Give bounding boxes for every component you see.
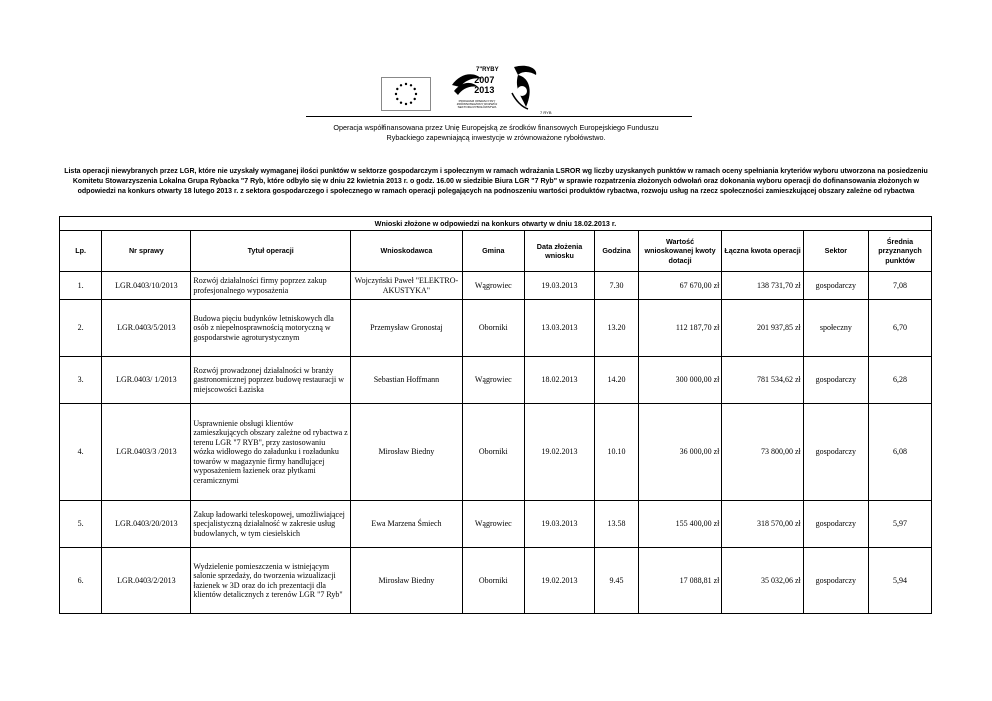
cell-godzina: 13.58 xyxy=(595,501,638,548)
cell-lp: 4. xyxy=(60,404,102,501)
cell-tytul: Budowa pięciu budynków letniskowych dla osób z niepełnosprawnością motoryczną w gospodarstwie agroturystycznym xyxy=(191,300,351,357)
cell-nr: LGR.0403/20/2013 xyxy=(102,501,191,548)
cell-srednia: 6,08 xyxy=(868,404,931,501)
cell-wnioskodawca: Wojczyński Paweł "ELEKTRO-AKUSTYKA" xyxy=(351,272,463,300)
cell-tytul: Zakup ładowarki teleskopowej, umożliwiającej specjalistyczną działalność w zakresie usług budowlanych, w tym ciesielskich xyxy=(191,501,351,548)
table-row xyxy=(60,272,932,300)
col-header-tytul: Tytuł operacji xyxy=(191,231,351,272)
lgr-logo-caption: 7 RYB xyxy=(540,110,552,115)
cell-dotacja: 17 088,81 zł xyxy=(638,548,722,614)
cell-sektor: społeczny xyxy=(803,300,868,357)
cell-lp: 5. xyxy=(60,501,102,548)
eu-stars-icon xyxy=(382,78,430,110)
table-caption: Wnioski złożone w odpowiedzi na konkurs otwarty w dniu 18.02.2013 r. xyxy=(60,217,932,231)
col-header-nr-sprawy: Nr sprawy xyxy=(102,231,191,272)
cell-gmina: Oborniki xyxy=(462,300,524,357)
cell-gmina: Oborniki xyxy=(462,548,524,614)
cell-tytul: Rozwój prowadzonej działalności w branży gastronomicznej poprzez budowę restauracji w miejscowości Łaziska xyxy=(191,357,351,404)
cell-nr: LGR.0403/10/2013 xyxy=(102,272,191,300)
cofinancing-line-2: Rybackiego zapewniającą inwestycje w zrównoważone rybołówstwo. xyxy=(386,133,606,142)
cell-sektor: gospodarczy xyxy=(803,501,868,548)
col-header-data: Data złożenia wniosku xyxy=(524,231,595,272)
header-divider xyxy=(306,116,692,117)
cell-dotacja: 112 187,70 zł xyxy=(638,300,722,357)
col-header-godzina: Godzina xyxy=(595,231,638,272)
cell-wnioskodawca: Ewa Marzena Śmiech xyxy=(351,501,463,548)
table-row xyxy=(60,404,932,501)
cell-data: 19.02.2013 xyxy=(524,404,595,501)
cell-srednia: 6,70 xyxy=(868,300,931,357)
cell-data: 19.03.2013 xyxy=(524,501,595,548)
col-header-dotacja: Wartość wnioskowanej kwoty dotacji xyxy=(638,231,722,272)
cell-laczna: 781 534,62 zł xyxy=(722,357,803,404)
cell-sektor: gospodarczy xyxy=(803,404,868,501)
table-header-row xyxy=(60,231,932,272)
cell-gmina: Wągrowiec xyxy=(462,357,524,404)
col-header-sektor: Sektor xyxy=(803,231,868,272)
cell-gmina: Oborniki xyxy=(462,404,524,501)
cell-laczna: 138 731,70 zł xyxy=(722,272,803,300)
cell-srednia: 6,28 xyxy=(868,357,931,404)
cell-srednia: 5,97 xyxy=(868,501,931,548)
cell-gmina: Wągrowiec xyxy=(462,501,524,548)
cell-laczna: 318 570,00 zł xyxy=(722,501,803,548)
cell-godzina: 14.20 xyxy=(595,357,638,404)
cell-godzina: 9.45 xyxy=(595,548,638,614)
table-row xyxy=(60,548,932,614)
cell-dotacja: 300 000,00 zł xyxy=(638,357,722,404)
cell-data: 13.03.2013 xyxy=(524,300,595,357)
col-header-lp: Lp. xyxy=(60,231,102,272)
ryby-logo-subtext: PROGRAM OPERACYJNY ZRÓWNOWAŻONY ROZWÓJ SEKTORA RYBOŁÓWSTWA xyxy=(456,99,498,109)
cell-tytul: Rozwój działalności firmy poprzez zakup profesjonalnego wyposażenia xyxy=(191,272,351,300)
cell-lp: 1. xyxy=(60,272,102,300)
cofinancing-notice xyxy=(0,123,992,143)
cell-laczna: 73 800,00 zł xyxy=(722,404,803,501)
cell-nr: LGR.0403/2/2013 xyxy=(102,548,191,614)
cell-wnioskodawca: Mirosław Biedny xyxy=(351,548,463,614)
cell-lp: 6. xyxy=(60,548,102,614)
ryby-logo-text: 7"RYBY 2007 2013 xyxy=(474,67,499,95)
cell-wnioskodawca: Sebastian Hoffmann xyxy=(351,357,463,404)
cell-dotacja: 67 670,00 zł xyxy=(638,272,722,300)
col-header-gmina: Gmina xyxy=(462,231,524,272)
table-row xyxy=(60,357,932,404)
table-row xyxy=(60,300,932,357)
cell-lp: 3. xyxy=(60,357,102,404)
cell-wnioskodawca: Przemysław Gronostaj xyxy=(351,300,463,357)
cell-nr: LGR.0403/3 /2013 xyxy=(102,404,191,501)
cell-nr: LGR.0403/ 1/2013 xyxy=(102,357,191,404)
cell-tytul: Wydzielenie pomieszczenia w istniejącym salonie sprzedaży, do tworzenia wizualizacji łazienek w 3D oraz do ich prezentacji dla klientów detalicznych z terenów LGR "7 Ryb" xyxy=(191,548,351,614)
cell-tytul: Usprawnienie obsługi klientów zamieszkujących obszary zależne od rybactwa z terenu LGR "7 RYB", przy zastosowaniu wózka widłowego do załadunku i rozładunku towarów w magazynie firmy handlującej wyposażeniem łazienek oraz płytkami ceramicznymi xyxy=(191,404,351,501)
cell-laczna: 201 937,85 zł xyxy=(722,300,803,357)
eu-flag-logo xyxy=(381,77,431,111)
lgr-fish-logo-icon xyxy=(508,63,542,113)
cell-dotacja: 36 000,00 zł xyxy=(638,404,722,501)
operations-table xyxy=(59,216,932,614)
cell-godzina: 10.10 xyxy=(595,404,638,501)
cell-godzina: 13.20 xyxy=(595,300,638,357)
cell-gmina: Wągrowiec xyxy=(462,272,524,300)
cell-godzina: 7.30 xyxy=(595,272,638,300)
cell-lp: 2. xyxy=(60,300,102,357)
cell-laczna: 35 032,06 zł xyxy=(722,548,803,614)
col-header-laczna: Łączna kwota operacji xyxy=(722,231,803,272)
cell-data: 18.02.2013 xyxy=(524,357,595,404)
cell-sektor: gospodarczy xyxy=(803,357,868,404)
cell-data: 19.02.2013 xyxy=(524,548,595,614)
col-header-srednia: Średnia przyznanych punktów xyxy=(868,231,931,272)
cell-sektor: gospodarczy xyxy=(803,272,868,300)
cell-wnioskodawca: Mirosław Biedny xyxy=(351,404,463,501)
cell-dotacja: 155 400,00 zł xyxy=(638,501,722,548)
list-description: Lista operacji niewybranych przez LGR, które nie uzyskały wymaganej ilości punktów w sektorze gospodarczym i społecznym w ramach wdrażania LSROR wg liczby uzyskanych punktów w ramach oceny spełniania kryteriów wyboru utworzona na posiedzeniu Komitetu Stowarzyszenia Lokalna Grupa Rybacka "7 Ryb, które odbyło się w dniu 22 kwietnia 2013 r. o godz. 16.00 w siedzibie Biura LGR "7 Ryb" w sprawie rozpatrzenia złożonych odwołań oraz dokonania wyboru operacji do dofinansowania złożonych w odpowiedzi na konkurs otwarty 18 lutego 2013 r. z sektora gospodarczego i społecznego w ramach operacji polegających na podnoszeniu wartości produktów rybactwa, rozwoju usług na rzecz społeczności zamieszkującej obszary zależne od rybactwa xyxy=(64,168,928,195)
cell-srednia: 7,08 xyxy=(868,272,931,300)
table-row xyxy=(60,501,932,548)
cell-sektor: gospodarczy xyxy=(803,548,868,614)
cell-srednia: 5,94 xyxy=(868,548,931,614)
col-header-wnioskodawca: Wnioskodawca xyxy=(351,231,463,272)
cell-data: 19.03.2013 xyxy=(524,272,595,300)
cofinancing-line-1: Operacja współfinansowana przez Unię Europejską ze środków finansowych Europejskiego Funduszu xyxy=(333,123,659,132)
cell-nr: LGR.0403/5/2013 xyxy=(102,300,191,357)
